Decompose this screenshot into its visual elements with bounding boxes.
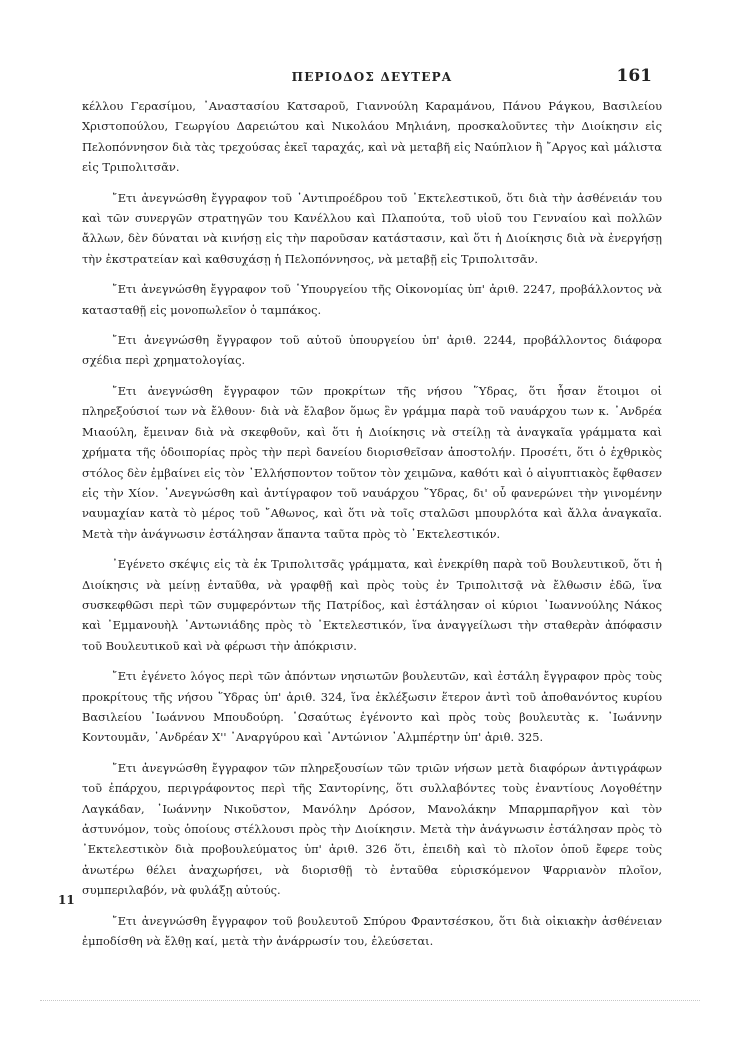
body-text <box>82 96 662 961</box>
scan-edge-noise <box>40 1000 700 1003</box>
paragraph: ῎Ετι ἀνεγνώσθη ἔγγραφον τοῦ αὐτοῦ ὑπουργείου ὑπ' ἀριθ. 2244, προβάλλοντος διάφορα σχέδια περὶ χρηματολογίας. <box>82 333 662 368</box>
running-head <box>0 66 744 90</box>
paragraph: ῎Ετι ἀνεγνώσθη ἔγγραφον τῶν πληρεξουσίων τῶν τριῶν νήσων μετὰ διαφόρων ἀντιγράφων τοῦ ἐπάρχου, περιγράφοντος περὶ τῆς Σαντορίνης, ὅτι συλλαβόντες τοὺς ἐναντίους Λογοθέτην Λαγκάδαν, ᾿Ιωάννην Νικοῦστον, Μανόλην Δρόσον, Μανολάκην Μπαρμπαρῆγον καὶ τὸν ἀστυνόμον, τοὺς ὁποίους στέλλουσι πρὸς τὴν Διοίκησιν. Μετὰ τὴν ἀνάγνωσιν ἐστάλησαν πρὸς τὸ ᾿Εκτελεστικὸν διὰ προβουλεύματος ὑπ' ἀριθ. 326 ὅτι, ἐπειδὴ καὶ τὸ πλοῖον ὁποῦ ἔφερε τοὺς ἀνωτέρω θέλει ἀναχωρήσει, νὰ διορισθῇ τὸ ἐνταῦθα εὑρισκόμενον Ψαρριανὸν πλοῖον, συμπεριλαβόν, νὰ φυλάξῃ αὐτούς. <box>82 760 662 898</box>
paragraph: ᾿Εγένετο σκέψις εἰς τὰ ἐκ Τριπολιτσᾶς γράμματα, καὶ ἐνεκρίθη παρὰ τοῦ Βουλευτικοῦ, ὅτι ἡ Διοίκησις νὰ μείνῃ ἐνταῦθα, νὰ γραφθῇ καὶ πρὸς τοὺς ἐν Τριπολιτσᾷ νὰ ἔλθωσιν ἐδῶ, ἵνα συσκεφθῶσι περὶ τῶν συμφερόντων τῆς Πατρίδος, καὶ ἐστάλησαν οἱ κύριοι ᾿Ιωαννούλης Νάκος καὶ ᾿Εμμανουὴλ ᾿Αντωνιάδης πρὸς τὸ ᾿Εκτελεστικόν, ἵνα ἀναγγείλωσι τὴν σταθερὰν ἀπόφασιν τοῦ Βουλευτικοῦ καὶ νὰ φέρωσι τὴν ἀπόκρισιν. <box>82 557 662 653</box>
paragraph: ῎Ετι ἀνεγνώσθη ἔγγραφον τῶν προκρίτων τῆς νήσου ῞Υδρας, ὅτι ἦσαν ἕτοιμοι οἱ πληρεξούσιοί των νὰ ἔλθουν· διὰ νὰ ἔλαβον ὅμως ἓν γράμμα παρὰ τοῦ ναυάρχου των κ. ᾿Ανδρέα Μιαούλη, ἔμειναν διὰ νὰ σκεφθοῦν, καὶ ὅτι ἡ Διοίκησις νὰ στείλῃ τὰ ἀναγκαῖα γράμματα καὶ χρήματα τῆς ὁδοιπορίας πρὸς τὴν περὶ δανείου διορισθεῖσαν ἀποστολήν. Προσέτι, ὅτι ὁ ἐχθρικὸς στόλος δὲν ἐμβαίνει εἰς τὸν ᾿Ελλήσποντον τοῦτον τὸν χειμῶνα, καθότι καὶ ὁ αἰγυπτιακὸς ἔφθασεν εἰς τὴν Χίον. ᾿Ανεγνώσθη καὶ ἀντίγραφον τοῦ ναυάρχου ῞Υδρας, δι' οὗ φανερώνει τὴν γινομένην ναυμαχίαν κατὰ τὸ μέρος τοῦ ῎Αθωνος, καὶ ὅτι νὰ τοῖς σταλῶσι μπουρλότα καὶ ἄλλα ἀναγκαῖα. Μετὰ τὴν ἀνάγνωσιν ἐστάλησαν ἅπαντα ταῦτα πρὸς τὸ ᾿Εκτελεστικόν. <box>82 383 662 541</box>
page-number: 161 <box>616 66 652 86</box>
paragraph: ῎Ετι ἐγένετο λόγος περὶ τῶν ἀπόντων νησιωτῶν βουλευτῶν, καὶ ἐστάλη ἔγγραφον πρὸς τοὺς προκρίτους τῆς νήσου ῞Υδρας ὑπ' ἀριθ. 324, ἵνα ἐκλέξωσιν ἕτερον ἀντὶ τοῦ ἀποθανόντος κυρίου Βασιλείου ᾿Ιωάννου Μπουδούρη. ῾Ωσαύτως ἐγένοντο καὶ πρὸς τοὺς βουλευτὰς κ. ᾿Ιωάννην Κοντουμᾶν, ᾿Ανδρέαν Χ'' ᾿Αναργύρου καὶ ᾿Αντώνιον ᾿Αλμπέρτην ὑπ' ἀριθ. 325. <box>82 669 662 745</box>
paragraph: ῎Ετι ἀνεγνώσθη ἔγγραφον τοῦ βουλευτοῦ Σπύρου Φραντσέσκου, ὅτι διὰ οἰκιακὴν ἀσθένειαν ἐμποδίσθη νὰ ἔλθῃ καί, μετὰ τὴν ἀνάρρωσίν του, ἐλεύσεται. <box>82 913 662 949</box>
running-title: ΠΕΡΙΟΔΟΣ ΔΕΥΤΕΡΑ <box>291 70 453 84</box>
paragraph: ῎Ετι ἀνεγνώσθη ἔγγραφον τοῦ ῾Υπουργείου τῆς Οἰκονομίας ὑπ' ἀριθ. 2247, προβάλλοντος νὰ κατασταθῇ εἰς μονοπωλεῖον ὁ ταμπάκος. <box>82 282 662 317</box>
paragraph-continuation: κέλλου Γερασίμου, ᾿Αναστασίου Κατσαροῦ, Γιαννούλη Καραμάνου, Πάνου Ράγκου, Βασιλείου Χριστοπούλου, Γεωργίου Δαρειώτου καὶ Νικολάου Μηλιάνη, προσκαλοῦντες τὴν Διοίκησιν εἰς Πελοπόννησον διὰ τὰς τρεχούσας ἐκεῖ ταραχάς, καὶ νὰ μεταβῆ εἰς Ναύπλιον ἢ ῎Αργος καὶ μάλιστα εἰς Τριπολιτσᾶν. <box>82 99 662 175</box>
signature-mark: 11 <box>58 893 75 907</box>
paragraph: ῎Ετι ἀνεγνώσθη ἔγγραφον τοῦ ᾿Αντιπροέδρου τοῦ ᾿Εκτελεστικοῦ, ὅτι διὰ τὴν ἀσθένειάν του καὶ τῶν συνεργῶν στρατηγῶν του Κανέλλου καὶ Πλαπούτα, τοῦ υἱοῦ του Γενναίου καὶ πολλῶν ἄλλων, δὲν δύναται νὰ κινήσῃ εἰς τὴν παροῦσαν κατάστασιν, καὶ ὅτι ἡ Διοίκησις διὰ νὰ ἐνεργήσῃ τὴν ἐκστρατείαν καὶ καθσυχάσῃ ἡ Πελοπόννησος, νὰ μεταβῇ εἰς Τριπολιτσᾶν. <box>82 190 662 266</box>
